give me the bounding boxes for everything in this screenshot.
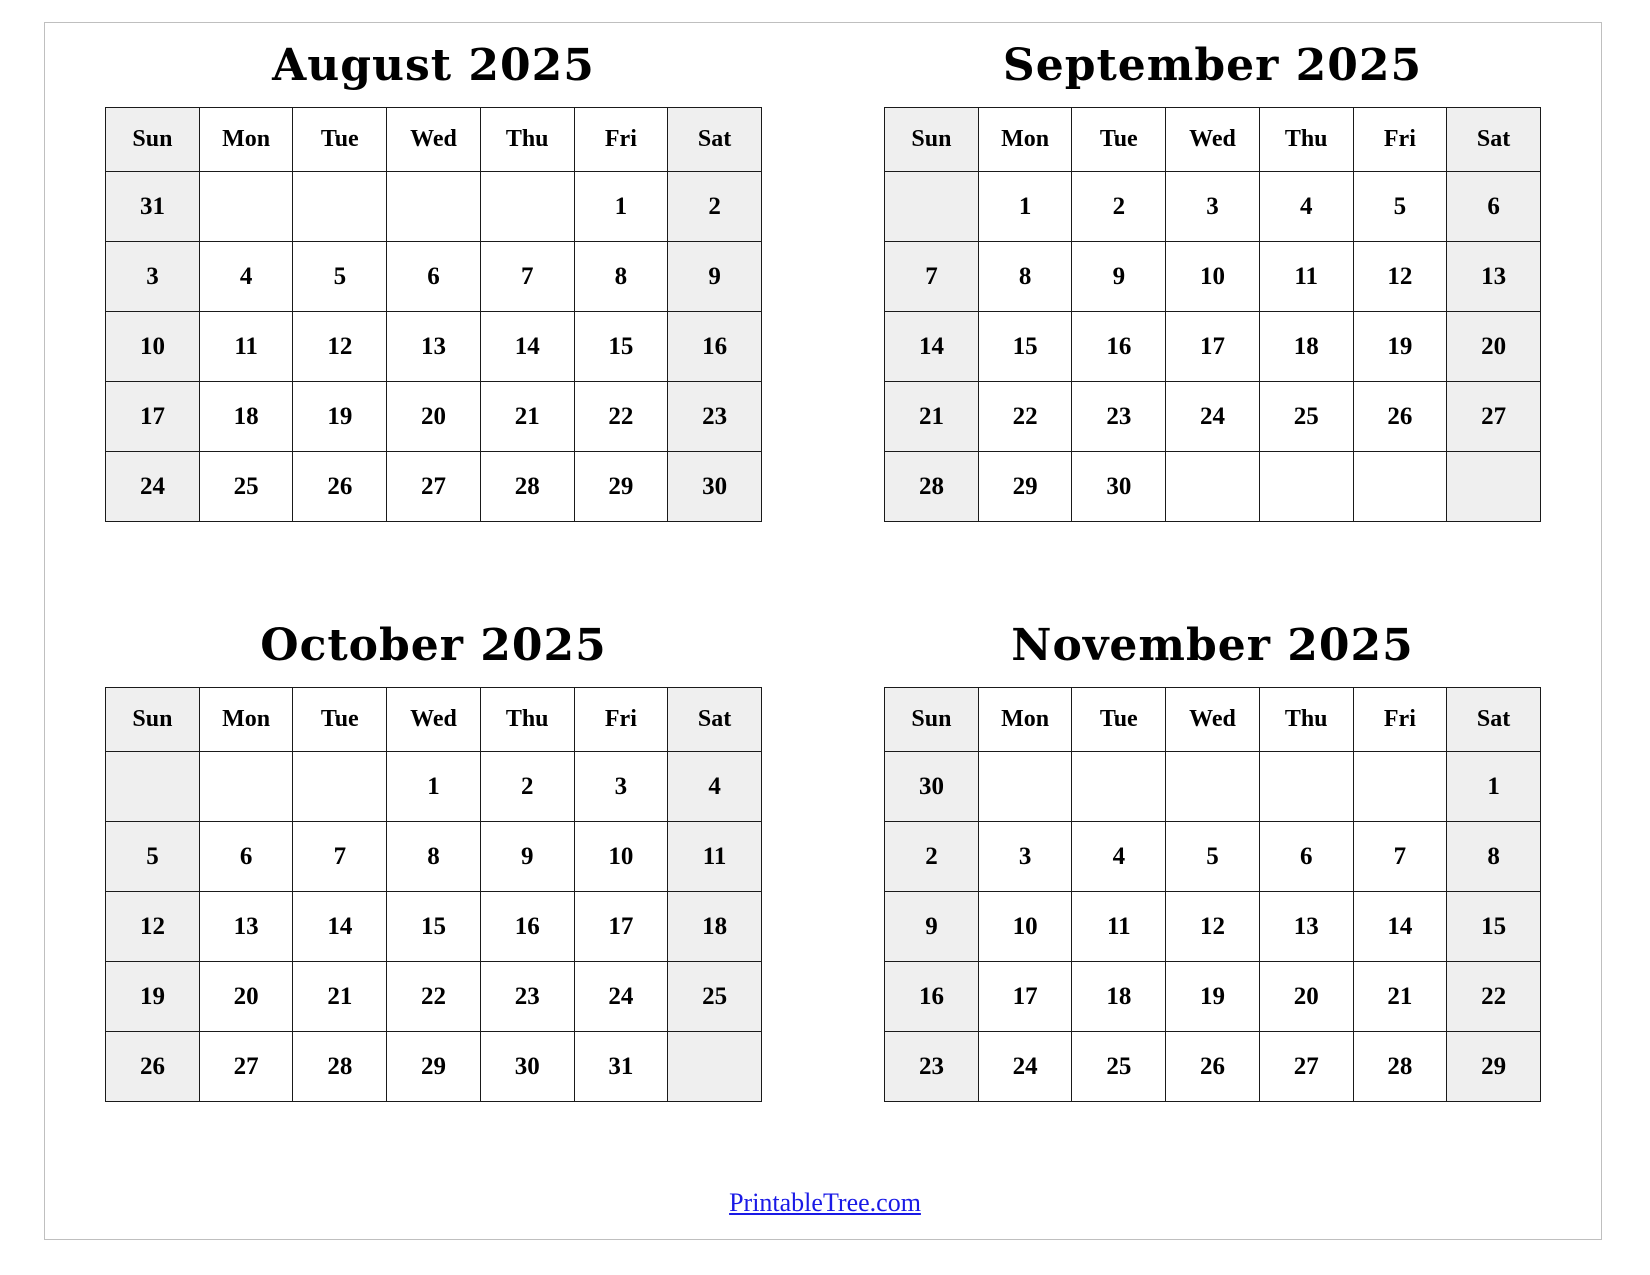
day-cell <box>199 172 293 242</box>
day-cell: 6 <box>387 242 481 312</box>
day-cell: 28 <box>293 1032 387 1102</box>
day-cell: 27 <box>387 452 481 522</box>
day-cell: 7 <box>885 242 979 312</box>
day-cell: 19 <box>1353 312 1447 382</box>
weekday-header-sat: Sat <box>1447 108 1541 172</box>
day-cell: 17 <box>978 962 1072 1032</box>
day-cell: 15 <box>1447 892 1541 962</box>
week-row <box>106 242 762 312</box>
day-cell: 11 <box>668 822 762 892</box>
day-cell <box>1353 452 1447 522</box>
day-cell <box>1072 752 1166 822</box>
day-cell: 18 <box>1072 962 1166 1032</box>
day-cell: 12 <box>1166 892 1260 962</box>
day-cell: 28 <box>885 452 979 522</box>
month-title: August 2025 <box>272 40 595 91</box>
week-row <box>885 962 1541 1032</box>
day-cell <box>978 752 1072 822</box>
day-cell: 23 <box>480 962 574 1032</box>
day-cell: 10 <box>1166 242 1260 312</box>
day-cell: 22 <box>1447 962 1541 1032</box>
weekday-header-wed: Wed <box>387 688 481 752</box>
day-cell: 1 <box>574 172 668 242</box>
month-table-october <box>105 687 762 1102</box>
day-cell: 4 <box>1259 172 1353 242</box>
weekday-header-tue: Tue <box>293 108 387 172</box>
week-row <box>885 822 1541 892</box>
weekday-header-tue: Tue <box>1072 688 1166 752</box>
weekday-header-fri: Fri <box>1353 688 1447 752</box>
day-cell: 23 <box>668 382 762 452</box>
week-row <box>106 892 762 962</box>
day-cell: 24 <box>1166 382 1260 452</box>
day-cell: 24 <box>978 1032 1072 1102</box>
day-cell: 27 <box>199 1032 293 1102</box>
day-cell: 29 <box>1447 1032 1541 1102</box>
weekday-header-wed: Wed <box>1166 688 1260 752</box>
day-cell: 7 <box>480 242 574 312</box>
day-cell: 4 <box>668 752 762 822</box>
day-cell: 21 <box>293 962 387 1032</box>
day-cell: 29 <box>387 1032 481 1102</box>
day-cell <box>668 1032 762 1102</box>
week-row <box>885 1032 1541 1102</box>
day-cell: 29 <box>574 452 668 522</box>
day-cell: 14 <box>885 312 979 382</box>
day-cell <box>293 752 387 822</box>
day-cell: 12 <box>293 312 387 382</box>
weekday-header-thu: Thu <box>1259 108 1353 172</box>
day-cell: 23 <box>885 1032 979 1102</box>
day-cell: 12 <box>106 892 200 962</box>
day-cell: 3 <box>574 752 668 822</box>
day-cell: 26 <box>1353 382 1447 452</box>
day-cell: 18 <box>668 892 762 962</box>
weekday-header-mon: Mon <box>978 108 1072 172</box>
weekday-header-mon: Mon <box>199 688 293 752</box>
week-row <box>106 962 762 1032</box>
day-cell: 16 <box>1072 312 1166 382</box>
weekday-header-sun: Sun <box>106 108 200 172</box>
weekday-header-thu: Thu <box>1259 688 1353 752</box>
day-cell: 3 <box>1166 172 1260 242</box>
weekday-header-row <box>885 108 1541 172</box>
day-cell: 2 <box>1072 172 1166 242</box>
day-cell: 10 <box>106 312 200 382</box>
day-cell: 9 <box>885 892 979 962</box>
week-row <box>885 172 1541 242</box>
day-cell: 10 <box>978 892 1072 962</box>
weekday-header-row <box>885 688 1541 752</box>
day-cell: 27 <box>1259 1032 1353 1102</box>
day-cell: 28 <box>480 452 574 522</box>
weekday-header-fri: Fri <box>574 688 668 752</box>
day-cell: 9 <box>668 242 762 312</box>
weekday-header-row <box>106 688 762 752</box>
day-cell: 30 <box>480 1032 574 1102</box>
day-cell: 21 <box>480 382 574 452</box>
month-title: September 2025 <box>1002 40 1423 91</box>
week-row <box>106 1032 762 1102</box>
day-cell <box>1259 452 1353 522</box>
day-cell: 9 <box>480 822 574 892</box>
week-row <box>885 242 1541 312</box>
day-cell: 6 <box>1447 172 1541 242</box>
week-row <box>106 382 762 452</box>
day-cell: 2 <box>885 822 979 892</box>
day-cell: 15 <box>387 892 481 962</box>
day-cell <box>106 752 200 822</box>
day-cell: 17 <box>574 892 668 962</box>
day-cell: 5 <box>106 822 200 892</box>
day-cell: 6 <box>199 822 293 892</box>
day-cell: 7 <box>293 822 387 892</box>
day-cell: 2 <box>668 172 762 242</box>
day-cell: 11 <box>199 312 293 382</box>
day-cell: 9 <box>1072 242 1166 312</box>
day-cell: 14 <box>480 312 574 382</box>
day-cell <box>293 172 387 242</box>
day-cell <box>1447 452 1541 522</box>
day-cell: 8 <box>978 242 1072 312</box>
weekday-header-sun: Sun <box>885 688 979 752</box>
day-cell: 15 <box>574 312 668 382</box>
day-cell: 13 <box>387 312 481 382</box>
day-cell: 13 <box>1447 242 1541 312</box>
day-cell: 22 <box>387 962 481 1032</box>
day-cell: 22 <box>574 382 668 452</box>
day-cell: 16 <box>668 312 762 382</box>
week-row <box>106 822 762 892</box>
day-cell: 5 <box>1353 172 1447 242</box>
day-cell: 11 <box>1259 242 1353 312</box>
month-block-august <box>44 22 823 602</box>
day-cell: 30 <box>668 452 762 522</box>
day-cell <box>1166 752 1260 822</box>
day-cell: 5 <box>1166 822 1260 892</box>
week-row <box>885 752 1541 822</box>
day-cell: 20 <box>199 962 293 1032</box>
day-cell: 1 <box>1447 752 1541 822</box>
weekday-header-sun: Sun <box>885 108 979 172</box>
day-cell: 17 <box>106 382 200 452</box>
weekday-header-fri: Fri <box>574 108 668 172</box>
day-cell: 26 <box>293 452 387 522</box>
day-cell: 30 <box>1072 452 1166 522</box>
weekday-header-thu: Thu <box>480 108 574 172</box>
week-row <box>106 172 762 242</box>
day-cell: 18 <box>1259 312 1353 382</box>
day-cell <box>1166 452 1260 522</box>
weekday-header-fri: Fri <box>1353 108 1447 172</box>
day-cell <box>1259 752 1353 822</box>
day-cell: 2 <box>480 752 574 822</box>
day-cell: 3 <box>978 822 1072 892</box>
day-cell: 29 <box>978 452 1072 522</box>
day-cell: 11 <box>1072 892 1166 962</box>
day-cell: 22 <box>978 382 1072 452</box>
weekday-header-sat: Sat <box>1447 688 1541 752</box>
day-cell: 25 <box>199 452 293 522</box>
day-cell: 8 <box>574 242 668 312</box>
day-cell: 21 <box>885 382 979 452</box>
day-cell <box>1353 752 1447 822</box>
weekday-header-tue: Tue <box>293 688 387 752</box>
day-cell: 20 <box>387 382 481 452</box>
week-row <box>885 452 1541 522</box>
week-row <box>885 382 1541 452</box>
day-cell <box>199 752 293 822</box>
day-cell: 17 <box>1166 312 1260 382</box>
day-cell: 13 <box>199 892 293 962</box>
day-cell: 24 <box>574 962 668 1032</box>
day-cell: 30 <box>885 752 979 822</box>
day-cell: 10 <box>574 822 668 892</box>
day-cell: 28 <box>1353 1032 1447 1102</box>
day-cell: 14 <box>1353 892 1447 962</box>
day-cell: 13 <box>1259 892 1353 962</box>
day-cell: 15 <box>978 312 1072 382</box>
day-cell: 25 <box>668 962 762 1032</box>
printabletree-link[interactable]: PrintableTree.com <box>729 1188 921 1217</box>
weekday-header-mon: Mon <box>978 688 1072 752</box>
day-cell: 27 <box>1447 382 1541 452</box>
day-cell: 14 <box>293 892 387 962</box>
week-row <box>106 452 762 522</box>
week-row <box>106 312 762 382</box>
day-cell: 19 <box>106 962 200 1032</box>
month-block-november <box>823 602 1602 1182</box>
day-cell: 16 <box>885 962 979 1032</box>
day-cell: 20 <box>1447 312 1541 382</box>
day-cell: 20 <box>1259 962 1353 1032</box>
weekday-header-mon: Mon <box>199 108 293 172</box>
day-cell: 26 <box>1166 1032 1260 1102</box>
weekday-header-sat: Sat <box>668 108 762 172</box>
day-cell: 31 <box>106 172 200 242</box>
week-row <box>885 892 1541 962</box>
month-table-september <box>884 107 1541 522</box>
day-cell: 1 <box>387 752 481 822</box>
month-title: October 2025 <box>260 620 607 671</box>
day-cell: 16 <box>480 892 574 962</box>
day-cell: 19 <box>293 382 387 452</box>
day-cell: 3 <box>106 242 200 312</box>
week-row <box>885 312 1541 382</box>
weekday-header-wed: Wed <box>387 108 481 172</box>
calendar-grid <box>44 22 1602 1182</box>
month-block-october <box>44 602 823 1182</box>
weekday-header-thu: Thu <box>480 688 574 752</box>
week-row <box>106 752 762 822</box>
footer <box>0 1188 1650 1218</box>
month-table-november <box>884 687 1541 1102</box>
day-cell: 4 <box>199 242 293 312</box>
month-table-august <box>105 107 762 522</box>
month-block-september <box>823 22 1602 602</box>
weekday-header-tue: Tue <box>1072 108 1166 172</box>
day-cell: 4 <box>1072 822 1166 892</box>
day-cell: 1 <box>978 172 1072 242</box>
month-title: November 2025 <box>1011 620 1414 671</box>
day-cell: 12 <box>1353 242 1447 312</box>
weekday-header-sun: Sun <box>106 688 200 752</box>
weekday-header-wed: Wed <box>1166 108 1260 172</box>
day-cell: 26 <box>106 1032 200 1102</box>
day-cell: 19 <box>1166 962 1260 1032</box>
day-cell: 8 <box>1447 822 1541 892</box>
day-cell <box>387 172 481 242</box>
day-cell: 18 <box>199 382 293 452</box>
day-cell: 5 <box>293 242 387 312</box>
day-cell: 7 <box>1353 822 1447 892</box>
day-cell: 24 <box>106 452 200 522</box>
day-cell: 25 <box>1072 1032 1166 1102</box>
weekday-header-row <box>106 108 762 172</box>
day-cell: 21 <box>1353 962 1447 1032</box>
day-cell <box>885 172 979 242</box>
day-cell: 31 <box>574 1032 668 1102</box>
day-cell: 8 <box>387 822 481 892</box>
day-cell: 6 <box>1259 822 1353 892</box>
day-cell: 23 <box>1072 382 1166 452</box>
weekday-header-sat: Sat <box>668 688 762 752</box>
day-cell: 25 <box>1259 382 1353 452</box>
day-cell <box>480 172 574 242</box>
